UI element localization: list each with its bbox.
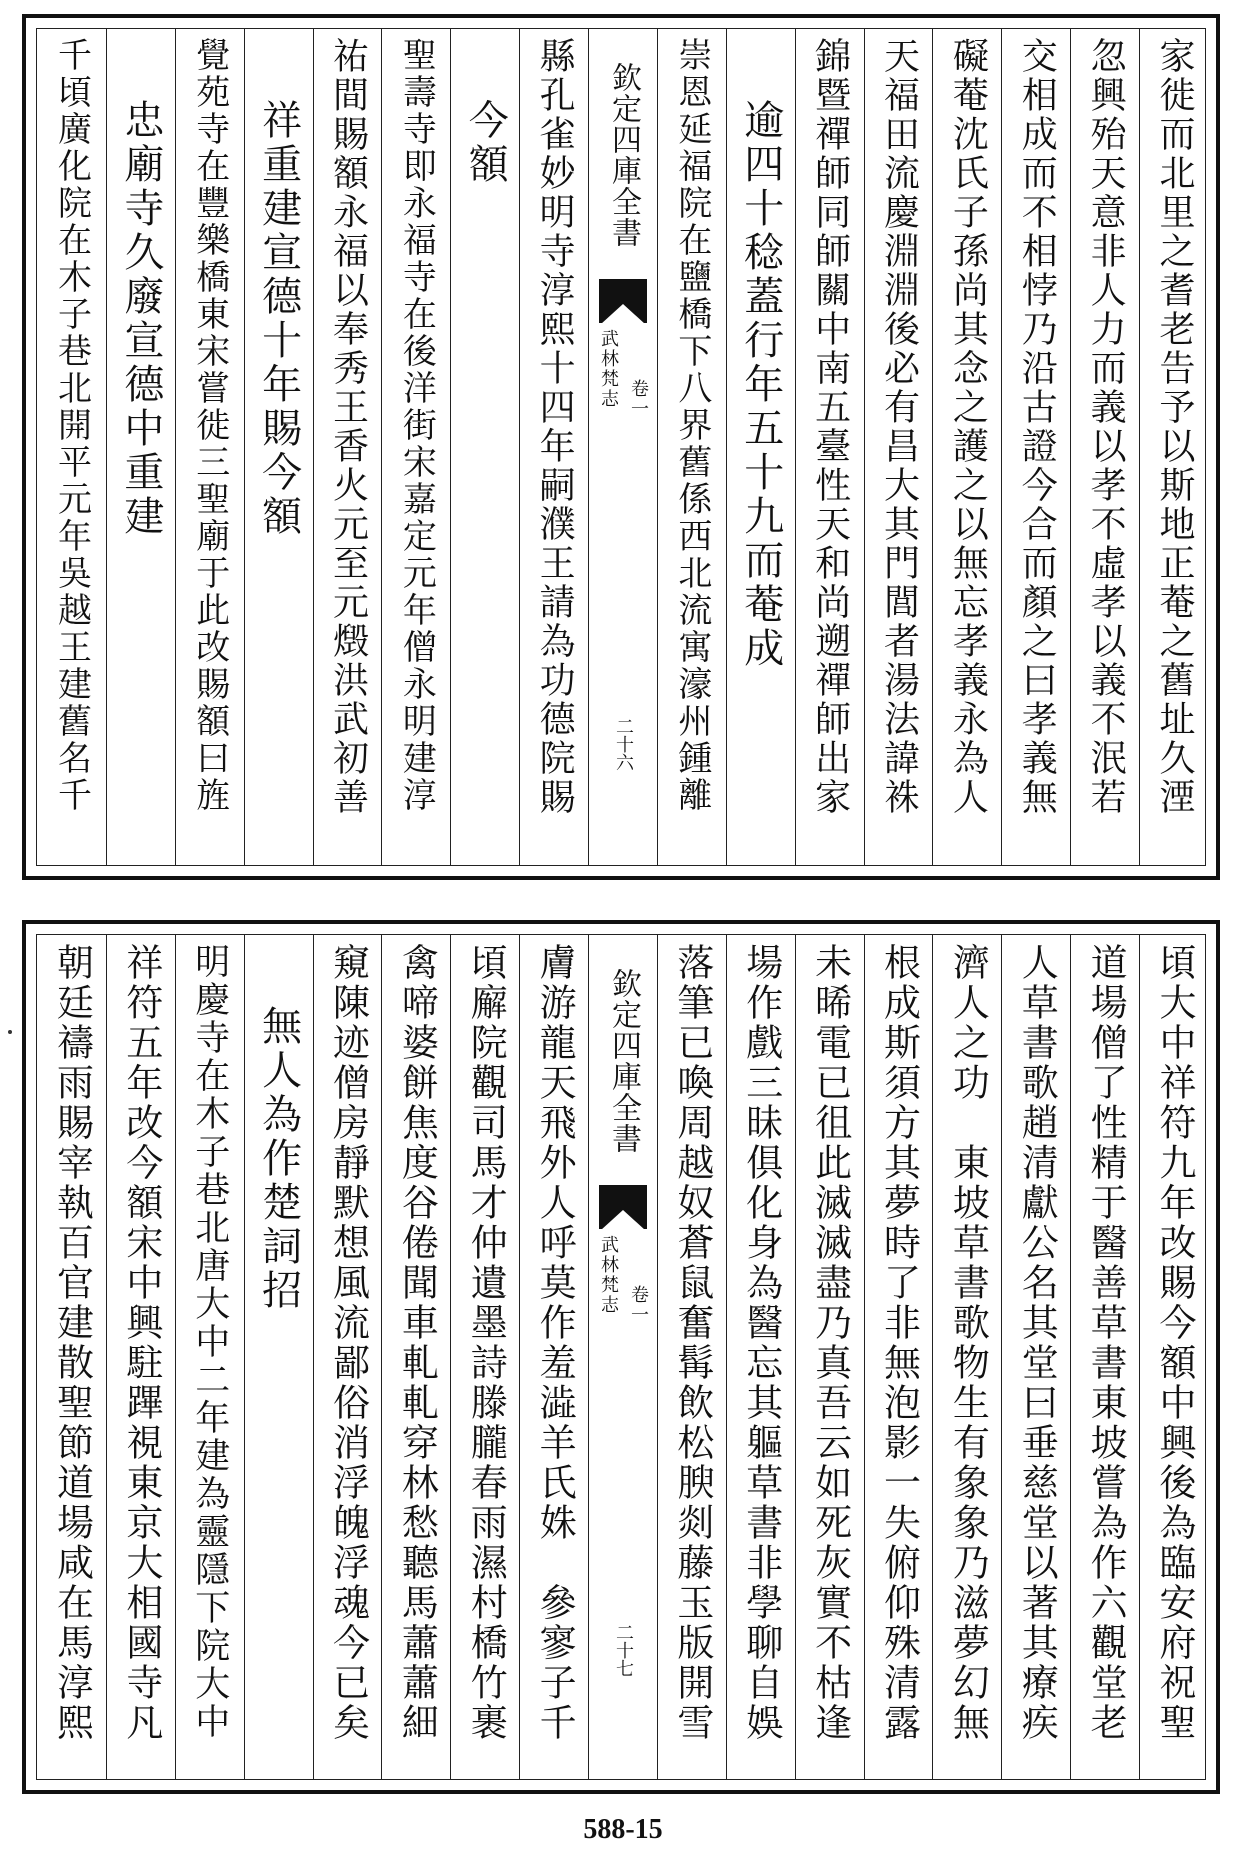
top-center-column [588,29,657,865]
text-line: 窺陳迹僧房靜默想風流鄙俗消浮魄浮魂今已矣 [326,943,370,1743]
book-title: 武林梵志 [597,1235,619,1315]
bottom-text-column [795,935,864,1779]
top-text-column [864,29,933,865]
fishtail-mark [599,1185,647,1229]
top-text-column [726,29,795,865]
bottom-text-column [1070,935,1139,1779]
text-line: 根成斯須方其夢時了非無泡影一失俯仰殊清露 [877,943,921,1743]
text-line: 天福田流慶淵淵後必有昌大其門閭者湯法諱袾 [878,37,920,817]
bottom-center-column [588,935,657,1779]
leaf-page-number: 二十六 [612,717,634,771]
text-line: 家徙而北里之耆老告予以斯地正菴之舊址久湮 [1154,37,1196,817]
volume-label: 卷一 [627,1285,649,1325]
text-line: 膚游龍天飛外人呼莫作羞澁羊氏姝 參寥子千 [533,943,577,1743]
bottom-text-column [313,935,382,1779]
text-line: 未晞電已徂此滅滅盡乃真吾云如死灰實不枯逢 [808,943,852,1743]
top-text-column [450,29,519,865]
text-line: 今額 [462,99,509,187]
top-text-column [932,29,1001,865]
text-line: 交相成而不相悖乃沿古證今合而顏之曰孝義無 [1016,37,1058,817]
top-text-column [519,29,588,865]
bottom-text-column [519,935,588,1779]
top-text-column [657,29,726,865]
top-text-column [244,29,313,865]
bottom-text-column [864,935,933,1779]
volume-label: 卷一 [627,379,649,419]
top-text-column [313,29,382,865]
leaf-page-number: 二十七 [612,1623,634,1677]
footer-page-number: 588-15 [583,1814,663,1845]
text-line: 祥重建宣德十年賜今額 [255,99,302,539]
text-line: 縣孔雀妙明寺淳熙十四年嗣濮王請為功德院賜 [534,37,576,817]
text-line: 逾四十稔蓋行年五十九而菴成 [737,99,784,671]
top-text-column [1070,29,1139,865]
scan-speck [8,1030,12,1034]
bottom-text-column [1139,935,1208,1779]
text-line: 忽興殆天意非人力而義以孝不虛孝以義不泯若 [1085,37,1127,817]
text-line: 千頃廣化院在木子巷北開平元年吳越王建舊名千 [51,37,92,814]
bottom-page-frame [36,934,1206,1780]
text-line: 濟人之功 東坡草書歌物生有象象乃滋夢幻無 [946,943,990,1743]
bottom-text-column [657,935,726,1779]
book-info [589,1235,657,1435]
text-line: 錦暨禪師同師關中南五臺性天和尚遡禪師出家 [809,37,851,817]
bottom-text-column [1001,935,1070,1779]
text-line: 人草書歌趙清獻公名其堂曰垂慈堂以著其療疾 [1015,943,1059,1743]
top-text-column [175,29,244,865]
top-page-panel [22,14,1220,880]
text-line: 道場僧了性精于醫善草書東坡嘗為作六觀堂老 [1084,943,1128,1743]
text-line: 覺苑寺在豐樂橋東宋嘗徙三聖廟于此改賜額曰旌 [189,37,230,814]
top-text-column [37,29,106,865]
bottom-text-column [244,935,313,1779]
bottom-text-column [726,935,795,1779]
book-info [589,329,657,529]
bottom-page-panel [22,920,1220,1794]
bottom-text-column [450,935,519,1779]
bottom-text-column [175,935,244,1779]
top-text-column [106,29,175,865]
top-text-column [1001,29,1070,865]
text-line: 忠廟寺久廢宣德中重建 [117,99,164,539]
text-line: 無人為作楚詞招 [255,1005,302,1313]
text-line: 崇恩延福院在鹽橋下八界舊係西北流寓濠州鍾離 [671,37,712,814]
book-title: 武林梵志 [597,329,619,409]
bottom-text-column [381,935,450,1779]
text-line: 落筆已喚周越奴蒼鼠奮髯飲松腴剡藤玉版開雪 [670,943,714,1743]
text-line: 明慶寺在木子巷北唐大中二年建為靈隱下院大中 [189,943,230,1741]
bottom-text-column [37,935,106,1779]
top-page-frame [36,28,1206,866]
top-text-column [795,29,864,865]
text-line: 頃廨院觀司馬才仲遺墨詩滕朧春雨濕村橋竹裹 [464,943,508,1743]
text-line: 祥符五年改今額宋中興駐蹕視東京大相國寺凡 [119,943,163,1743]
text-line: 頃大中祥符九年改賜今額中興後為臨安府祝聖 [1153,943,1197,1743]
text-line: 祐間賜額永福以奉秀王香火元至元燬洪武初善 [327,37,369,817]
top-text-column [1139,29,1208,865]
top-text-column [381,29,450,865]
text-line: 聖壽寺即永福寺在後洋街宋嘉定元年僧永明建淳 [396,37,437,814]
text-line: 場作戲三昧俱化身為醫忘其軀草書非學聊自娛 [739,943,783,1743]
fishtail-mark [599,279,647,323]
text-line: 礙菴沈氏子孫尚其念之護之以無忘孝義永為人 [947,37,989,817]
series-title: 欽定四庫全書 [605,62,641,248]
text-line: 禽啼婆餅焦度谷倦聞車軋軋穿林愁聽馬蕭蕭細 [395,943,439,1743]
bottom-text-column [932,935,1001,1779]
bottom-text-column [106,935,175,1779]
text-line: 朝廷禱雨賜宰執百官建散聖節道場咸在馬淳熙 [50,943,94,1743]
series-title: 欽定四庫全書 [605,968,641,1154]
